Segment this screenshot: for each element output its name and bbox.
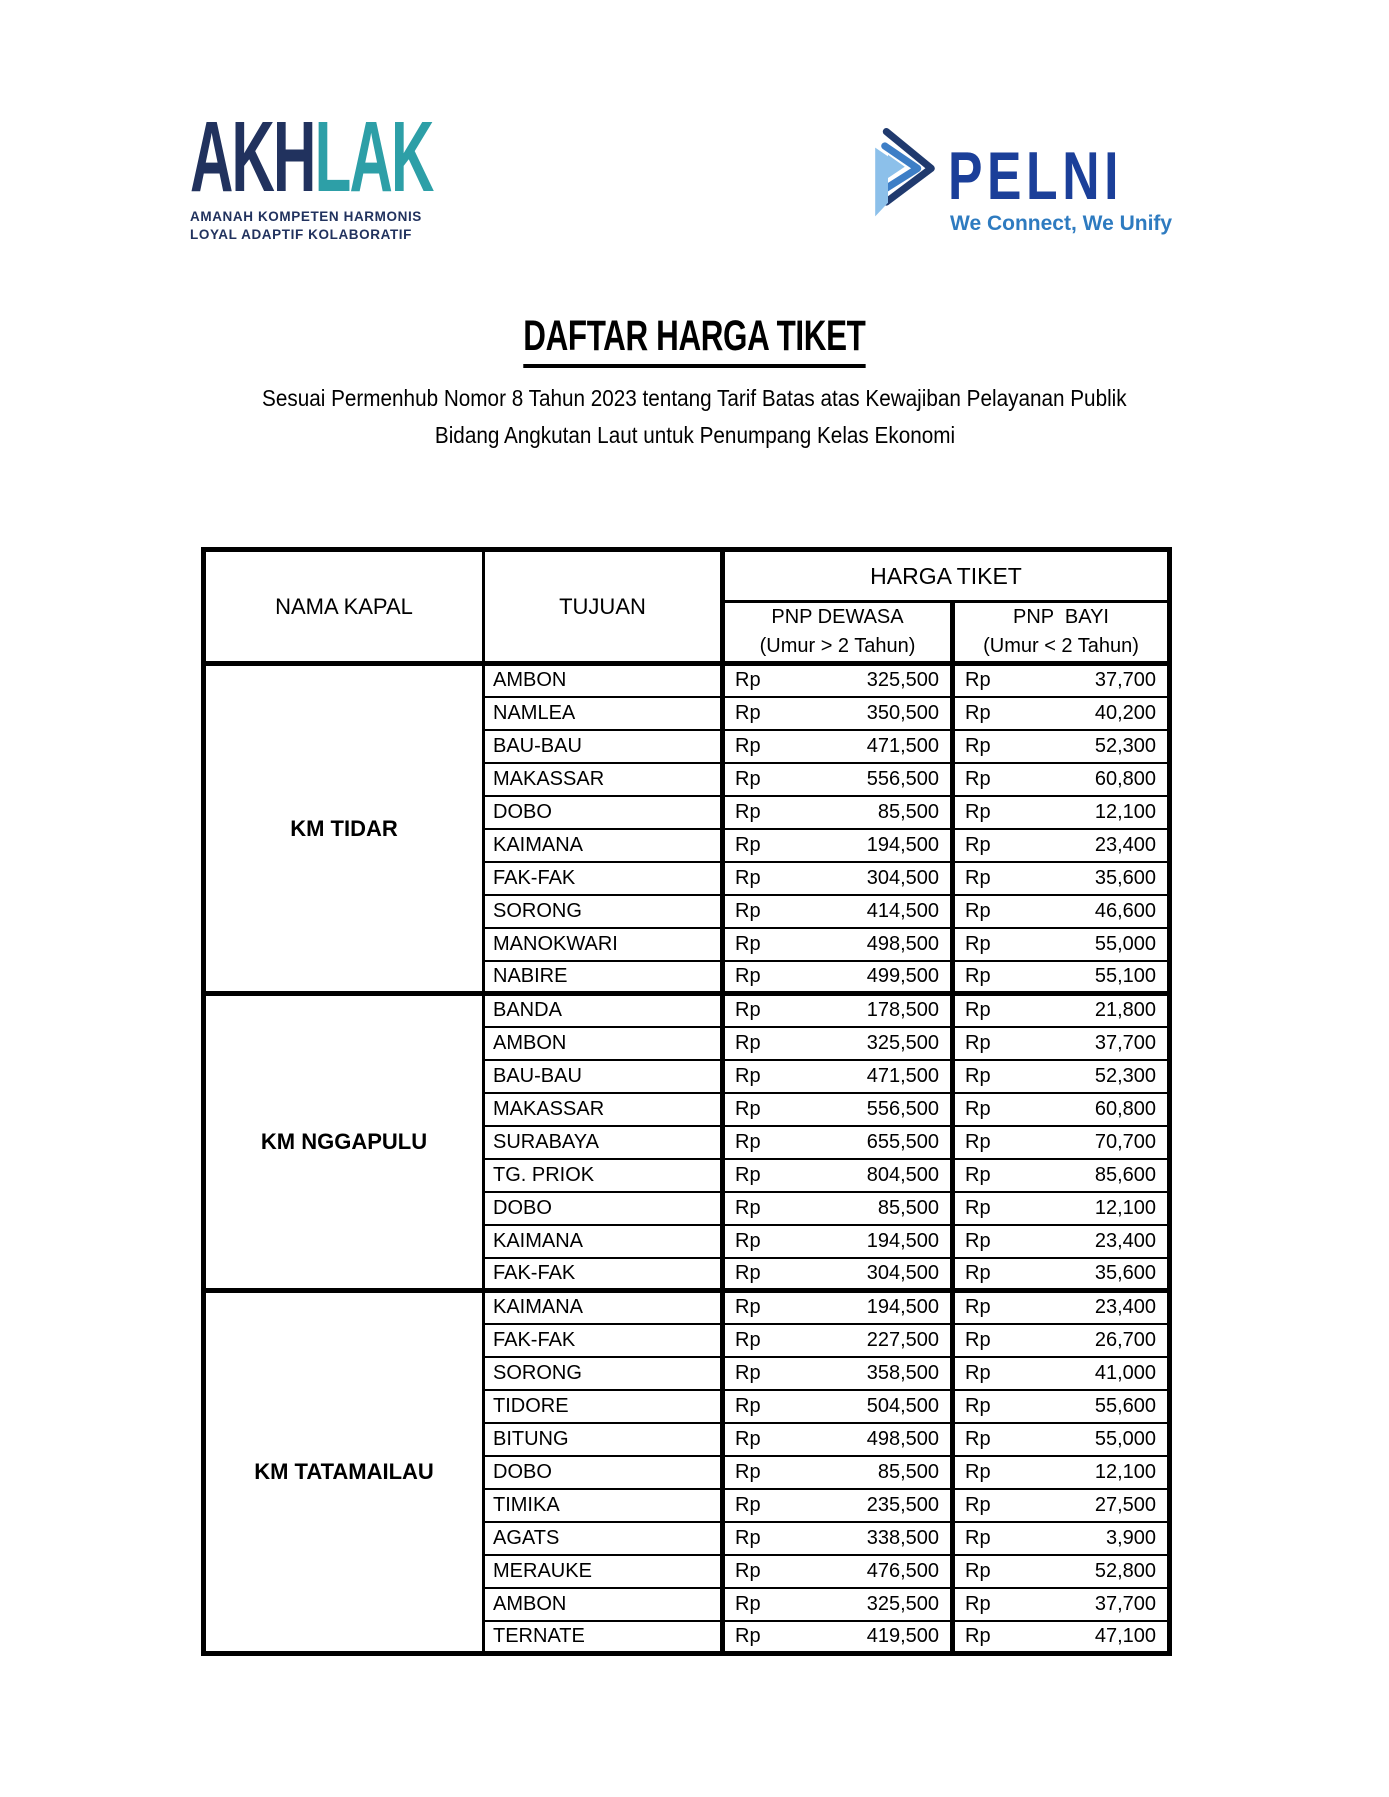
currency-label: Rp [735, 1163, 761, 1186]
ship-name-cell: KM TATAMAILAU [204, 1291, 484, 1654]
price-value: 85,500 [877, 800, 939, 823]
price-value: 358,500 [866, 1361, 939, 1384]
adult-price-cell [723, 1390, 953, 1423]
currency-label: Rp [965, 701, 991, 724]
currency-label: Rp [965, 1163, 991, 1186]
table-row [204, 994, 1170, 1027]
destination-cell: SORONG [484, 1357, 723, 1390]
currency-label: Rp [965, 1296, 991, 1319]
currency-label: Rp [735, 701, 761, 724]
infant-price-cell [953, 1027, 1170, 1060]
destination-cell: BAU-BAU [484, 730, 723, 763]
infant-price-cell [953, 1621, 1170, 1654]
infant-price-cell [953, 763, 1170, 796]
price-value: 804,500 [866, 1163, 939, 1186]
currency-label: Rp [735, 1261, 761, 1284]
adult-price-cell [723, 1588, 953, 1621]
destination-cell: NABIRE [484, 961, 723, 994]
currency-label: Rp [735, 1394, 761, 1417]
infant-price-cell [953, 1390, 1170, 1423]
adult-price-cell [723, 1192, 953, 1225]
adult-price-cell [723, 829, 953, 862]
destination-cell: TG. PRIOK [484, 1159, 723, 1192]
infant-price-cell [953, 1258, 1170, 1291]
currency-label: Rp [735, 1229, 761, 1252]
adult-price-cell [723, 1522, 953, 1555]
price-value: 3,900 [1105, 1526, 1157, 1549]
price-value: 12,100 [1094, 1196, 1157, 1219]
currency-label: Rp [965, 1261, 991, 1284]
destination-cell: BITUNG [484, 1423, 723, 1456]
adult-price-cell [723, 1423, 953, 1456]
currency-label: Rp [965, 1493, 991, 1516]
infant-price-cell [953, 1588, 1170, 1621]
currency-label: Rp [735, 1460, 761, 1483]
adult-price-cell [723, 1159, 953, 1192]
price-value: 556,500 [866, 1097, 939, 1120]
price-value: 52,800 [1094, 1559, 1157, 1582]
pelni-tagline: We Connect, We Unify [950, 212, 1173, 235]
currency-label: Rp [965, 1229, 991, 1252]
currency-label: Rp [965, 1328, 991, 1351]
infant-price-cell [953, 1060, 1170, 1093]
infant-price-cell [953, 697, 1170, 730]
currency-label: Rp [965, 1559, 991, 1582]
adult-price-cell [723, 862, 953, 895]
adult-price-cell [723, 1324, 953, 1357]
subtitle-line1: Sesuai Permenhub Nomor 8 Tahun 2023 tentang Tarif Batas atas Kewajiban Pelayanan Publik [262, 385, 1127, 411]
price-value: 27,500 [1094, 1493, 1157, 1516]
currency-label: Rp [735, 1130, 761, 1153]
price-value: 21,800 [1094, 999, 1157, 1022]
currency-label: Rp [965, 964, 991, 987]
price-value: 23,400 [1094, 833, 1157, 856]
infant-price-cell [953, 1192, 1170, 1225]
adult-price-cell [723, 697, 953, 730]
currency-label: Rp [735, 1196, 761, 1219]
adult-price-cell [723, 1093, 953, 1126]
destination-cell: MANOKWARI [484, 928, 723, 961]
header-adult-line1: PNP DEWASA [771, 606, 904, 628]
destination-cell: AMBON [484, 1027, 723, 1060]
price-value: 85,500 [877, 1196, 939, 1219]
price-value: 194,500 [866, 833, 939, 856]
infant-price-cell [953, 895, 1170, 928]
currency-label: Rp [965, 1196, 991, 1219]
price-value: 304,500 [866, 866, 939, 889]
infant-price-cell [953, 1324, 1170, 1357]
infant-price-cell [953, 1291, 1170, 1324]
akhlak-tagline-line1: AMANAH KOMPETEN HARMONIS [190, 209, 422, 224]
price-value: 52,300 [1094, 734, 1157, 757]
price-value: 471,500 [866, 1064, 939, 1087]
infant-price-cell [953, 730, 1170, 763]
price-value: 235,500 [866, 1493, 939, 1516]
adult-price-cell [723, 1258, 953, 1291]
currency-label: Rp [735, 866, 761, 889]
currency-label: Rp [965, 734, 991, 757]
akhlak-wordmark-primary: AKH [190, 101, 315, 213]
currency-label: Rp [965, 1064, 991, 1087]
adult-price-cell [723, 1555, 953, 1588]
price-value: 55,000 [1094, 1427, 1157, 1450]
header-infant-column [953, 602, 1170, 664]
price-value: 85,600 [1094, 1163, 1157, 1186]
price-value: 55,100 [1094, 964, 1157, 987]
price-value: 325,500 [866, 1592, 939, 1615]
currency-label: Rp [735, 1624, 761, 1647]
header-infant-line1: PNP BAYI [1013, 606, 1109, 628]
destination-cell: KAIMANA [484, 1225, 723, 1258]
price-value: 476,500 [866, 1559, 939, 1582]
destination-cell: TERNATE [484, 1621, 723, 1654]
adult-price-cell [723, 1621, 953, 1654]
document-subtitle [0, 380, 1389, 454]
destination-cell: MERAUKE [484, 1555, 723, 1588]
price-value: 12,100 [1094, 1460, 1157, 1483]
header-destination-column: TUJUAN [484, 550, 723, 664]
adult-price-cell [723, 763, 953, 796]
infant-price-cell [953, 1093, 1170, 1126]
price-value: 52,300 [1094, 1064, 1157, 1087]
infant-price-cell [953, 664, 1170, 697]
adult-price-cell [723, 1489, 953, 1522]
price-value: 12,100 [1094, 800, 1157, 823]
infant-price-cell [953, 1225, 1170, 1258]
destination-cell: DOBO [484, 796, 723, 829]
adult-price-cell [723, 1126, 953, 1159]
infant-price-cell [953, 796, 1170, 829]
destination-cell: NAMLEA [484, 697, 723, 730]
infant-price-cell [953, 862, 1170, 895]
adult-price-cell [723, 730, 953, 763]
price-value: 55,600 [1094, 1394, 1157, 1417]
adult-price-cell [723, 1027, 953, 1060]
destination-cell: MAKASSAR [484, 763, 723, 796]
destination-cell: KAIMANA [484, 1291, 723, 1324]
price-value: 40,200 [1094, 701, 1157, 724]
page-title: DAFTAR HARGA TIKET [523, 312, 865, 368]
adult-price-cell [723, 1060, 953, 1093]
akhlak-logo [190, 101, 594, 243]
currency-label: Rp [735, 800, 761, 823]
currency-label: Rp [965, 1460, 991, 1483]
price-value: 85,500 [877, 1460, 939, 1483]
price-value: 47,100 [1094, 1624, 1157, 1647]
table-row [204, 664, 1170, 697]
price-value: 471,500 [866, 734, 939, 757]
destination-cell: FAK-FAK [484, 1258, 723, 1291]
currency-label: Rp [735, 669, 761, 692]
destination-cell: KAIMANA [484, 829, 723, 862]
ship-name-cell: KM NGGAPULU [204, 994, 484, 1291]
pelni-arrow-icon [850, 122, 950, 222]
currency-label: Rp [735, 1328, 761, 1351]
adult-price-cell [723, 796, 953, 829]
currency-label: Rp [735, 1592, 761, 1615]
currency-label: Rp [965, 1097, 991, 1120]
price-value: 227,500 [866, 1328, 939, 1351]
header-ship-column: NAMA KAPAL [204, 550, 484, 664]
price-value: 338,500 [866, 1526, 939, 1549]
akhlak-wordmark-secondary: LAK [314, 101, 433, 213]
adult-price-cell [723, 1291, 953, 1324]
currency-label: Rp [965, 800, 991, 823]
price-value: 37,700 [1094, 669, 1157, 692]
infant-price-cell [953, 829, 1170, 862]
currency-label: Rp [965, 999, 991, 1022]
currency-label: Rp [735, 1493, 761, 1516]
price-value: 325,500 [866, 669, 939, 692]
price-value: 194,500 [866, 1296, 939, 1319]
price-table [201, 547, 1172, 1656]
currency-label: Rp [965, 1526, 991, 1549]
infant-price-cell [953, 1357, 1170, 1390]
infant-price-cell [953, 1522, 1170, 1555]
ship-name-cell: KM TIDAR [204, 664, 484, 994]
infant-price-cell [953, 994, 1170, 1027]
price-value: 178,500 [866, 999, 939, 1022]
destination-cell: BAU-BAU [484, 1060, 723, 1093]
currency-label: Rp [965, 866, 991, 889]
infant-price-cell [953, 1423, 1170, 1456]
currency-label: Rp [735, 1559, 761, 1582]
currency-label: Rp [735, 1097, 761, 1120]
infant-price-cell [953, 1555, 1170, 1588]
akhlak-wordmark [190, 101, 433, 213]
currency-label: Rp [965, 1592, 991, 1615]
price-value: 26,700 [1094, 1328, 1157, 1351]
subtitle-line2: Bidang Angkutan Laut untuk Penumpang Kelas Ekonomi [434, 422, 955, 448]
header-infant-line2: (Umur < 2 Tahun) [983, 635, 1139, 657]
currency-label: Rp [735, 1296, 761, 1319]
currency-label: Rp [735, 1064, 761, 1087]
adult-price-cell [723, 664, 953, 697]
currency-label: Rp [965, 767, 991, 790]
destination-cell: DOBO [484, 1456, 723, 1489]
price-value: 499,500 [866, 964, 939, 987]
price-value: 37,700 [1094, 1592, 1157, 1615]
infant-price-cell [953, 961, 1170, 994]
currency-label: Rp [965, 932, 991, 955]
price-value: 60,800 [1094, 767, 1157, 790]
destination-cell: MAKASSAR [484, 1093, 723, 1126]
price-value: 60,800 [1094, 1097, 1157, 1120]
destination-cell: SORONG [484, 895, 723, 928]
adult-price-cell [723, 928, 953, 961]
currency-label: Rp [965, 1130, 991, 1153]
currency-label: Rp [965, 899, 991, 922]
currency-label: Rp [735, 734, 761, 757]
destination-cell: AMBON [484, 664, 723, 697]
price-value: 23,400 [1094, 1229, 1157, 1252]
currency-label: Rp [735, 1526, 761, 1549]
destination-cell: AGATS [484, 1522, 723, 1555]
destination-cell: DOBO [484, 1192, 723, 1225]
price-table-container [201, 547, 1172, 1656]
currency-label: Rp [965, 833, 991, 856]
price-value: 655,500 [866, 1130, 939, 1153]
price-table-body [204, 664, 1170, 1654]
destination-cell: TIDORE [484, 1390, 723, 1423]
price-value: 350,500 [866, 701, 939, 724]
price-value: 194,500 [866, 1229, 939, 1252]
price-value: 498,500 [866, 932, 939, 955]
price-value: 46,600 [1094, 899, 1157, 922]
price-value: 325,500 [866, 1031, 939, 1054]
price-value: 37,700 [1094, 1031, 1157, 1054]
currency-label: Rp [735, 964, 761, 987]
infant-price-cell [953, 1126, 1170, 1159]
currency-label: Rp [735, 1361, 761, 1384]
infant-price-cell [953, 1489, 1170, 1522]
destination-cell: SURABAYA [484, 1126, 723, 1159]
currency-label: Rp [735, 899, 761, 922]
adult-price-cell [723, 1456, 953, 1489]
adult-price-cell [723, 994, 953, 1027]
currency-label: Rp [735, 767, 761, 790]
price-value: 55,000 [1094, 932, 1157, 955]
destination-cell: FAK-FAK [484, 1324, 723, 1357]
akhlak-tagline-line2: LOYAL ADAPTIF KOLABORATIF [190, 226, 412, 242]
header-adult-column [723, 602, 953, 664]
price-value: 35,600 [1094, 866, 1157, 889]
currency-label: Rp [735, 1427, 761, 1450]
pelni-wordmark: PELNI [948, 138, 1123, 214]
currency-label: Rp [735, 999, 761, 1022]
header-adult-line2: (Umur > 2 Tahun) [759, 635, 916, 657]
document-title-row [0, 312, 1389, 368]
currency-label: Rp [735, 1031, 761, 1054]
price-value: 504,500 [866, 1394, 939, 1417]
currency-label: Rp [965, 1624, 991, 1647]
price-value: 304,500 [866, 1261, 939, 1284]
price-value: 41,000 [1094, 1361, 1157, 1384]
table-row [204, 1291, 1170, 1324]
adult-price-cell [723, 895, 953, 928]
price-value: 23,400 [1094, 1296, 1157, 1319]
infant-price-cell [953, 1159, 1170, 1192]
infant-price-cell [953, 928, 1170, 961]
destination-cell: BANDA [484, 994, 723, 1027]
currency-label: Rp [965, 1031, 991, 1054]
currency-label: Rp [965, 1427, 991, 1450]
destination-cell: TIMIKA [484, 1489, 723, 1522]
currency-label: Rp [735, 932, 761, 955]
destination-cell: AMBON [484, 1588, 723, 1621]
adult-price-cell [723, 961, 953, 994]
price-value: 498,500 [866, 1427, 939, 1450]
adult-price-cell [723, 1225, 953, 1258]
price-value: 419,500 [866, 1624, 939, 1647]
currency-label: Rp [965, 1361, 991, 1384]
price-value: 70,700 [1094, 1130, 1157, 1153]
destination-cell: FAK-FAK [484, 862, 723, 895]
price-value: 556,500 [866, 767, 939, 790]
currency-label: Rp [965, 1394, 991, 1417]
infant-price-cell [953, 1456, 1170, 1489]
currency-label: Rp [965, 669, 991, 692]
header-price-group: HARGA TIKET [723, 550, 1170, 602]
adult-price-cell [723, 1357, 953, 1390]
price-value: 414,500 [866, 899, 939, 922]
currency-label: Rp [735, 833, 761, 856]
price-value: 35,600 [1094, 1261, 1157, 1284]
